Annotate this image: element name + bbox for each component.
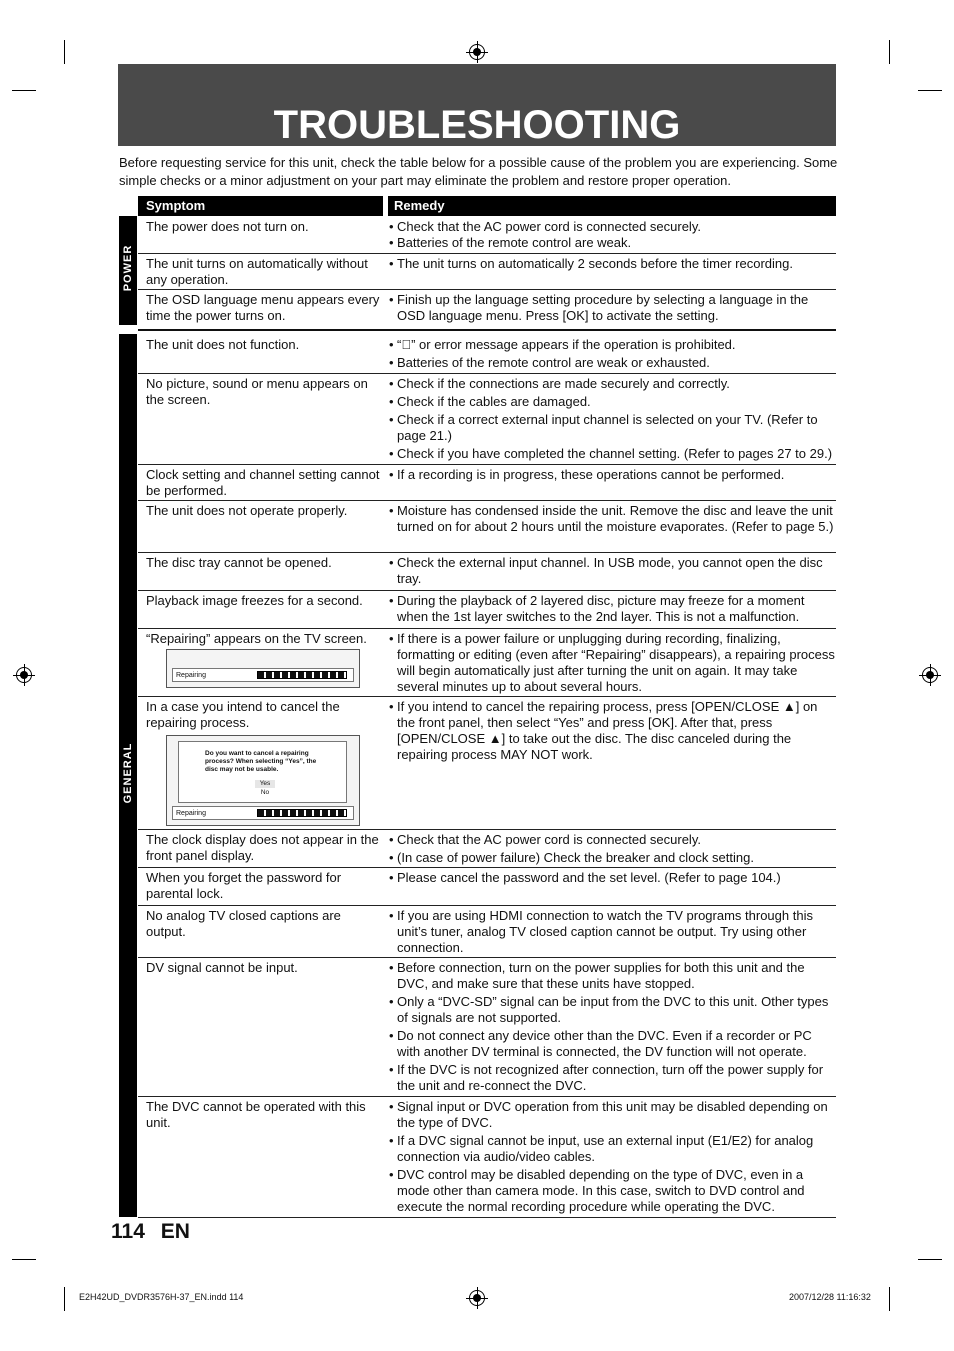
registration-mark-icon <box>16 667 32 683</box>
remedy-cell <box>389 467 835 485</box>
osd-repairing-bar <box>172 806 354 820</box>
remedy-cell <box>389 219 835 252</box>
symptom-cell: The unit turns on automatically without any operation. <box>146 256 368 287</box>
osd-no-option[interactable]: No <box>260 789 270 796</box>
remedy-item: • “⃠” or error message appears if the operation is prohibited. <box>389 337 835 353</box>
section-label-power: POWER <box>122 244 134 292</box>
symptom-cell: “Repairing” appears on the TV screen. <box>146 631 367 646</box>
language-code: EN <box>160 1220 190 1243</box>
remedy-cell <box>389 1099 835 1217</box>
section-bar-general <box>119 334 137 1217</box>
table-row <box>138 290 836 331</box>
remedy-cell <box>389 503 835 537</box>
remedy-item: • Signal input or DVC operation from this unit may be disabled depending on the type of DVC. <box>389 1099 835 1131</box>
registration-mark-icon <box>469 44 485 60</box>
table-row <box>138 958 836 1097</box>
remedy-item: • (In case of power failure) Check the breaker and clock setting. <box>389 850 835 866</box>
remedy-cell <box>389 870 835 888</box>
osd-yes-option[interactable]: Yes <box>255 780 275 788</box>
remedy-cell <box>389 699 835 765</box>
table-row <box>138 591 836 629</box>
remedy-cell <box>389 960 835 1096</box>
remedy-cell <box>389 292 835 326</box>
column-header-remedy: Remedy <box>388 196 836 216</box>
crop-mark <box>64 40 65 64</box>
section-bar-power <box>119 216 137 325</box>
progress-meter-icon <box>257 671 347 679</box>
symptom-cell: The OSD language menu appears every time the power turns on. <box>146 292 380 323</box>
symptom-cell: No analog TV closed captions are output. <box>146 908 341 939</box>
table-row <box>138 697 836 830</box>
remedy-item: • Check that the AC power cord is connected securely. <box>389 219 835 234</box>
remedy-item: • Check if you have completed the channel setting. (Refer to pages 27 to 29.) <box>389 446 835 462</box>
remedy-cell <box>389 555 835 589</box>
remedy-cell <box>389 376 835 464</box>
remedy-item: • Check the external input channel. In USB mode, you cannot open the disc tray. <box>389 555 835 587</box>
symptom-cell: Clock setting and channel setting cannot be performed. <box>146 467 380 498</box>
symptom-cell: Playback image freezes for a second. <box>146 593 363 608</box>
remedy-item: • Do not connect any device other than the DVC. Even if a recorder or PC with another DV terminal is connected, the DV function will not operate. <box>389 1028 835 1060</box>
table-row <box>138 254 836 290</box>
footer-timestamp: 2007/12/28 11:16:32 <box>789 1292 871 1302</box>
table-row <box>138 217 836 254</box>
crop-mark <box>918 90 942 91</box>
remedy-item: • During the playback of 2 layered disc, picture may freeze for a moment when the 1st layer switches to the 2nd layer. This is not a malfunction. <box>389 593 835 625</box>
osd-repairing-label: Repairing <box>176 672 206 679</box>
table-header <box>138 196 836 216</box>
table-row <box>138 501 836 553</box>
symptom-cell: DV signal cannot be input. <box>146 960 298 975</box>
symptom-cell: The disc tray cannot be opened. <box>146 555 332 570</box>
symptom-cell: The power does not turn on. <box>146 219 309 234</box>
column-header-symptom: Symptom <box>138 196 383 216</box>
page-number-value: 114 <box>111 1220 145 1243</box>
remedy-item: • Batteries of the remote control are weak. <box>389 235 835 250</box>
symptom-cell: The unit does not operate properly. <box>146 503 348 518</box>
remedy-item: • Check that the AC power cord is connected securely. <box>389 832 835 848</box>
osd-repairing-bar <box>172 668 354 682</box>
section-label-general: GENERAL <box>122 742 134 804</box>
crop-mark <box>64 1287 65 1311</box>
symptom-cell: No picture, sound or menu appears on the screen. <box>146 376 368 407</box>
remedy-item: • If a recording is in progress, these operations cannot be performed. <box>389 467 835 483</box>
remedy-item: • Batteries of the remote control are weak or exhausted. <box>389 355 835 371</box>
registration-mark-icon <box>469 1290 485 1306</box>
symptom-cell: In a case you intend to cancel the repairing process. <box>146 699 340 730</box>
symptom-cell: The DVC cannot be operated with this unit. <box>146 1099 366 1130</box>
footer-filename: E2H42UD_DVDR3576H-37_EN.indd 114 <box>79 1292 244 1302</box>
osd-cancel-screen <box>166 735 360 826</box>
remedy-item: • If a DVC signal cannot be input, use an external input (E1/E2) for analog connection via audio/video cables. <box>389 1133 835 1165</box>
osd-dialog-text: Do you want to cancel a repairing process? When selecting “Yes”, the disc may not be usable. <box>205 750 317 773</box>
remedy-item: • If you are using HDMI connection to watch the TV programs through this unit’s tuner, analog TV closed caption cannot be output. Try using other connection. <box>389 908 835 956</box>
crop-mark <box>889 40 890 64</box>
remedy-cell <box>389 832 835 868</box>
symptom-cell: The unit does not function. <box>146 337 300 352</box>
remedy-cell <box>389 631 835 697</box>
intro-paragraph: Before requesting service for this unit, check the table below for a possible cause of the problem you are experiencing. Some simple checks or a minor adjustment on your part may eliminate the problem and restore proper operation. <box>119 155 838 188</box>
remedy-item: • Only a “DVC-SD” signal can be input from the DVC to this unit. Other types of signals are not supported. <box>389 994 835 1026</box>
table-row <box>138 830 836 868</box>
page-number <box>111 1220 190 1244</box>
remedy-item: • DVC control may be disabled depending on the type of DVC, even in a mode other than camera mode. In this case, switch to DVD control and execute the normal recording procedure while operating the DVC. <box>389 1167 835 1215</box>
page-title: TROUBLESHOOTING <box>273 103 681 147</box>
symptom-cell: When you forget the password for parental lock. <box>146 870 342 901</box>
osd-repairing-label: Repairing <box>176 810 206 817</box>
table-row <box>138 374 836 465</box>
registration-mark-icon <box>922 667 938 683</box>
osd-repairing-screen <box>166 649 360 688</box>
remedy-cell <box>389 256 835 274</box>
remedy-item: • Please cancel the password and the set level. (Refer to page 104.) <box>389 870 835 886</box>
table-row <box>138 553 836 591</box>
remedy-item: • Before connection, turn on the power supplies for both this unit and the DVC, and make sure that these units have stopped. <box>389 960 835 992</box>
crop-mark <box>12 1259 36 1260</box>
crop-mark <box>12 90 36 91</box>
symptom-cell: The clock display does not appear in the front panel display. <box>146 832 379 863</box>
remedy-item: • Moisture has condensed inside the unit. Remove the disc and leave the unit turned on for about 2 hours until the moisture evaporates. (Refer to page 5.) <box>389 503 835 535</box>
remedy-cell <box>389 337 835 373</box>
table-row <box>138 629 836 697</box>
remedy-item: • The unit turns on automatically 2 seconds before the timer recording. <box>389 256 835 272</box>
table-row <box>138 465 836 501</box>
remedy-cell <box>389 593 835 627</box>
remedy-item: • Check if a correct external input channel is selected on your TV. (Refer to page 21.) <box>389 412 835 444</box>
remedy-item: • If you intend to cancel the repairing process, press [OPEN/CLOSE ▲] on the front panel, then select “Yes” and press [OK]. After that, press [OPEN/CLOSE ▲] to take out the disc. The disc canceled during the repairing process MAY NOT work. <box>389 699 835 763</box>
remedy-item: • Finish up the language setting procedure by selecting a language in the OSD language menu. Press [OK] to activate the setting. <box>389 292 835 324</box>
table-row <box>138 868 836 906</box>
crop-mark <box>918 1259 942 1260</box>
remedy-item: • If the DVC is not recognized after connection, turn off the power supply for the unit and re-connect the DVC. <box>389 1062 835 1094</box>
crop-mark <box>889 1287 890 1311</box>
progress-meter-icon <box>257 809 347 817</box>
table-row <box>138 335 836 374</box>
remedy-item: • Check if the cables are damaged. <box>389 394 835 410</box>
osd-cancel-dialog <box>178 741 347 803</box>
table-row <box>138 1097 836 1218</box>
remedy-cell <box>389 908 835 958</box>
remedy-item: • If there is a power failure or unplugging during recording, finalizing, formatting or editing (even after “Repairing” disappears), a repairing process will begin automatically just after turning the unit on again. It may take several minutes up to about several hours. <box>389 631 835 695</box>
table-row <box>138 906 836 958</box>
remedy-item: • Check if the connections are made securely and correctly. <box>389 376 835 392</box>
